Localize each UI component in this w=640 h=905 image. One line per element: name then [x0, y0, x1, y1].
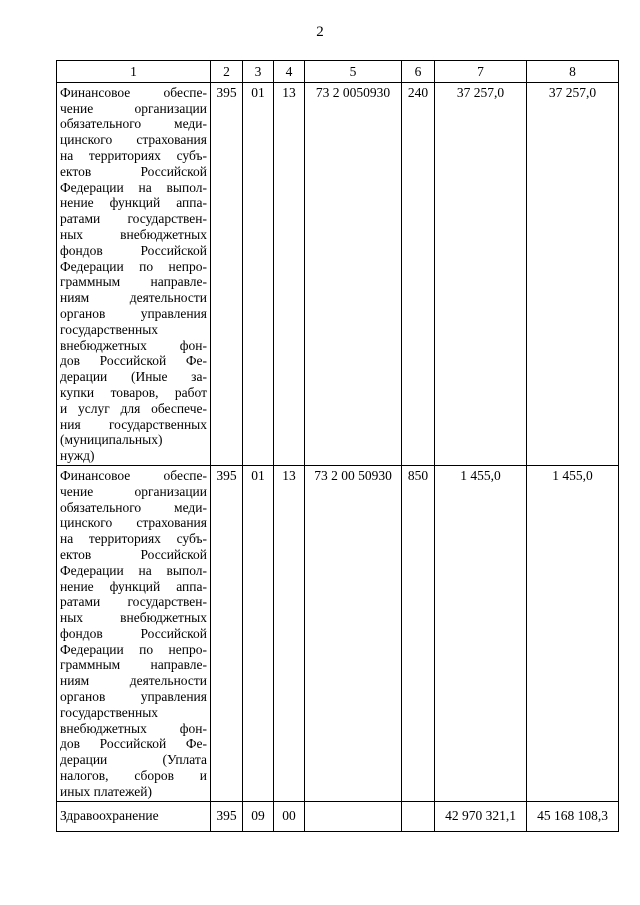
description-line: органов управления: [60, 305, 207, 321]
description-line: и услуг для обеспече-: [60, 400, 207, 416]
header-col-3: 3: [243, 61, 274, 83]
cell-subsection-code: 13: [274, 465, 305, 801]
row-description: [57, 465, 211, 801]
description-line: Здравоохранение: [60, 807, 159, 823]
description-line: купки товаров, работ: [60, 384, 207, 400]
description-line: ратами государствен-: [60, 211, 207, 227]
cell-target-article: 73 2 0050930: [305, 82, 402, 465]
description-line: дерации (Уплата: [60, 752, 207, 768]
header-col-6: 6: [402, 61, 435, 83]
description-line: обязательного меди-: [60, 499, 207, 515]
description-line: граммным направле-: [60, 657, 207, 673]
description-line: государственных: [60, 321, 159, 337]
cell-amount-col8: 37 257,0: [527, 82, 619, 465]
description-line: цинского страхования: [60, 132, 207, 148]
cell-subsection-code: 00: [274, 801, 305, 831]
description-line: ниям деятельности: [60, 290, 207, 306]
description-line: налогов, сборов и: [60, 768, 207, 784]
description-line: нение функций аппа-: [60, 195, 207, 211]
description-line: ектов Российской: [60, 546, 207, 562]
cell-section-code: 09: [243, 801, 274, 831]
description-line: фондов Российской: [60, 242, 207, 258]
cell-amount-col7: 42 970 321,1: [435, 801, 527, 831]
header-col-8: 8: [527, 61, 619, 83]
description-line: Федерации по непро-: [60, 641, 207, 657]
cell-expense-type: [402, 801, 435, 831]
description-line: иных платежей): [60, 783, 153, 799]
cell-amount-col8: 1 455,0: [527, 465, 619, 801]
description-line: ния государственных: [60, 416, 207, 432]
cell-ministry-code: 395: [211, 801, 243, 831]
cell-section-code: 01: [243, 465, 274, 801]
description-line: ных внебюджетных: [60, 226, 207, 242]
description-line: обязательного меди-: [60, 116, 207, 132]
cell-ministry-code: 395: [211, 82, 243, 465]
cell-amount-col7: 37 257,0: [435, 82, 527, 465]
description-line: дов Российской Фе-: [60, 353, 207, 369]
cell-amount-col7: 1 455,0: [435, 465, 527, 801]
budget-table: [56, 60, 619, 832]
cell-subsection-code: 13: [274, 82, 305, 465]
cell-target-article: 73 2 00 50930: [305, 465, 402, 801]
header-row: [57, 61, 619, 83]
cell-amount-col8: 45 168 108,3: [527, 801, 619, 831]
description-line: ратами государствен-: [60, 594, 207, 610]
description-line: цинского страхования: [60, 515, 207, 531]
description-line: ниям деятельности: [60, 673, 207, 689]
description-line: Федерации по непро-: [60, 258, 207, 274]
cell-ministry-code: 395: [211, 465, 243, 801]
header-col-5: 5: [305, 61, 402, 83]
description-line: ектов Российской: [60, 163, 207, 179]
description-line: внебюджетных фон-: [60, 337, 207, 353]
description-line: ных внебюджетных: [60, 610, 207, 626]
description-line: Финансовое обеспе-: [60, 84, 207, 100]
row-description: [57, 801, 211, 831]
description-line: чение организации: [60, 483, 207, 499]
description-line: государственных: [60, 704, 159, 720]
description-line: Федерации на выпол-: [60, 562, 207, 578]
page-number: 2: [316, 24, 324, 40]
description-line: на территориях субъ-: [60, 147, 207, 163]
description-line: граммным направле-: [60, 274, 207, 290]
cell-section-code: 01: [243, 82, 274, 465]
description-line: нужд): [60, 448, 95, 464]
description-line: дерации (Иные за-: [60, 369, 207, 385]
description-line: органов управления: [60, 689, 207, 705]
description-line: нение функций аппа-: [60, 578, 207, 594]
cell-expense-type: 240: [402, 82, 435, 465]
description-line: внебюджетных фон-: [60, 720, 207, 736]
header-col-7: 7: [435, 61, 527, 83]
cell-target-article: [305, 801, 402, 831]
description-line: на территориях субъ-: [60, 531, 207, 547]
description-line: (муниципальных): [60, 432, 163, 448]
description-line: дов Российской Фе-: [60, 736, 207, 752]
table-row: [57, 82, 619, 465]
description-line: Федерации на выпол-: [60, 179, 207, 195]
header-col-1: 1: [57, 61, 211, 83]
row-description: [57, 82, 211, 465]
description-line: Финансовое обеспе-: [60, 467, 207, 483]
header-col-2: 2: [211, 61, 243, 83]
description-line: чение организации: [60, 100, 207, 116]
header-col-4: 4: [274, 61, 305, 83]
table-row: [57, 801, 619, 831]
cell-expense-type: 850: [402, 465, 435, 801]
description-line: фондов Российской: [60, 625, 207, 641]
table-row: [57, 465, 619, 801]
